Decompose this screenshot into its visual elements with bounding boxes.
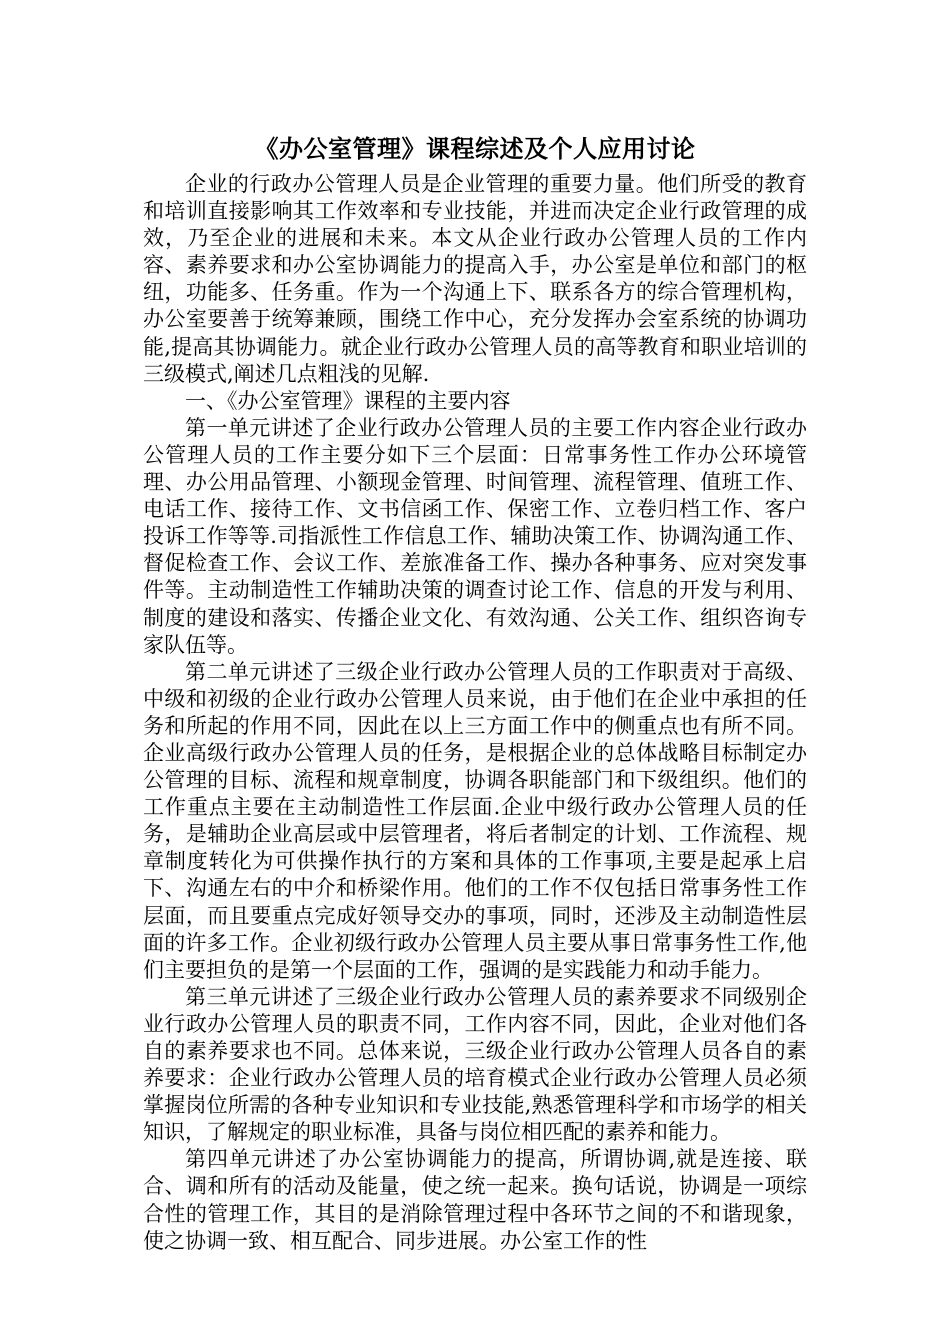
unit-four-paragraph: 第四单元讲述了办公室协调能力的提高，所谓协调,就是连接、联合、调和所有的活动及能量，使之统一起来。换句话说，协调是一项综合性的管理工作，其目的是消除管理过程中各环节之间的不和谐现象，使之协调一致、相互配合、同步进展。办公室工作的性 (143, 1147, 807, 1253)
section-heading: 一、《办公室管理》课程的主要内容 (185, 388, 511, 413)
unit-one-paragraph: 第一单元讲述了企业行政办公管理人员的主要工作内容企业行政办公管理人员的工作主要分如下三个层面：日常事务性工作办公环境管理、办公用品管理、小额现金管理、时间管理、流程管理、值班工作、电话工作、接待工作、文书信函工作、保密工作、立卷归档工作、客户投诉工作等等.司指派性工作信息工作、辅助决策工作、协调沟通工作、督促检查工作、会议工作、差旅准备工作、操办各种事务、应对突发事件等。主动制造性工作辅助决策的调查讨论工作、信息的开发与利用、制度的建设和落实、传播企业文化、有效沟通、公关工作、组织咨询专家队伍等。 (143, 415, 807, 657)
document-body (143, 171, 807, 1255)
unit-two-paragraph: 第二单元讲述了三级企业行政办公管理人员的工作职责对于高级、中级和初级的企业行政办公管理人员来说，由于他们在企业中承担的任务和所起的作用不同，因此在以上三方面工作中的侧重点也有所不同。企业高级行政办公管理人员的任务，是根据企业的总体战略目标制定办公管理的目标、流程和规章制度，协调各职能部门和下级组织。他们的工作重点主要在主动制造性工作层面.企业中级行政办公管理人员的任务，是辅助企业高层或中层管理者，将后者制定的计划、工作流程、规章制度转化为可供操作执行的方案和具体的工作事项,主要是起承上启下、沟通左右的中介和桥梁作用。他们的工作不仅包括日常事务性工作层面，而且要重点完成好领导交办的事项，同时，还涉及主动制造性层面的许多工作。企业初级行政办公管理人员主要从事日常事务性工作,他们主要担负的是第一个层面的工作，强调的是实践能力和动手能力。 (143, 659, 807, 982)
document-title: 《办公室管理》课程综述及个人应用讨论 (254, 135, 696, 163)
intro-paragraph: 企业的行政办公管理人员是企业管理的重要力量。他们所受的教育和培训直接影响其工作效率和专业技能，并进而决定企业行政管理的成效，乃至企业的进展和未来。本文从企业行政办公管理人员的工作内容、素养要求和办公室协调能力的提高入手，办公室是单位和部门的枢纽，功能多、任务重。作为一个沟通上下、联系各方的综合管理机构，办公室要善于统筹兼顾，围绕工作中心，充分发挥办会室系统的协调功能,提高其协调能力。就企业行政办公管理人员的高等教育和职业培训的三级模式,阐述几点粗浅的见解. (143, 172, 807, 386)
unit-three-paragraph: 第三单元讲述了三级企业行政办公管理人员的素养要求不同级别企业行政办公管理人员的职责不同，工作内容不同，因此，企业对他们各自的素养要求也不同。总体来说，三级企业行政办公管理人员各自的素养要求：企业行政办公管理人员的培育模式企业行政办公管理人员必须掌握岗位所需的各种专业知识和专业技能,熟悉管理科学和市场学的相关知识，了解规定的职业标准，具备与岗位相匹配的素养和能力。 (143, 984, 807, 1145)
